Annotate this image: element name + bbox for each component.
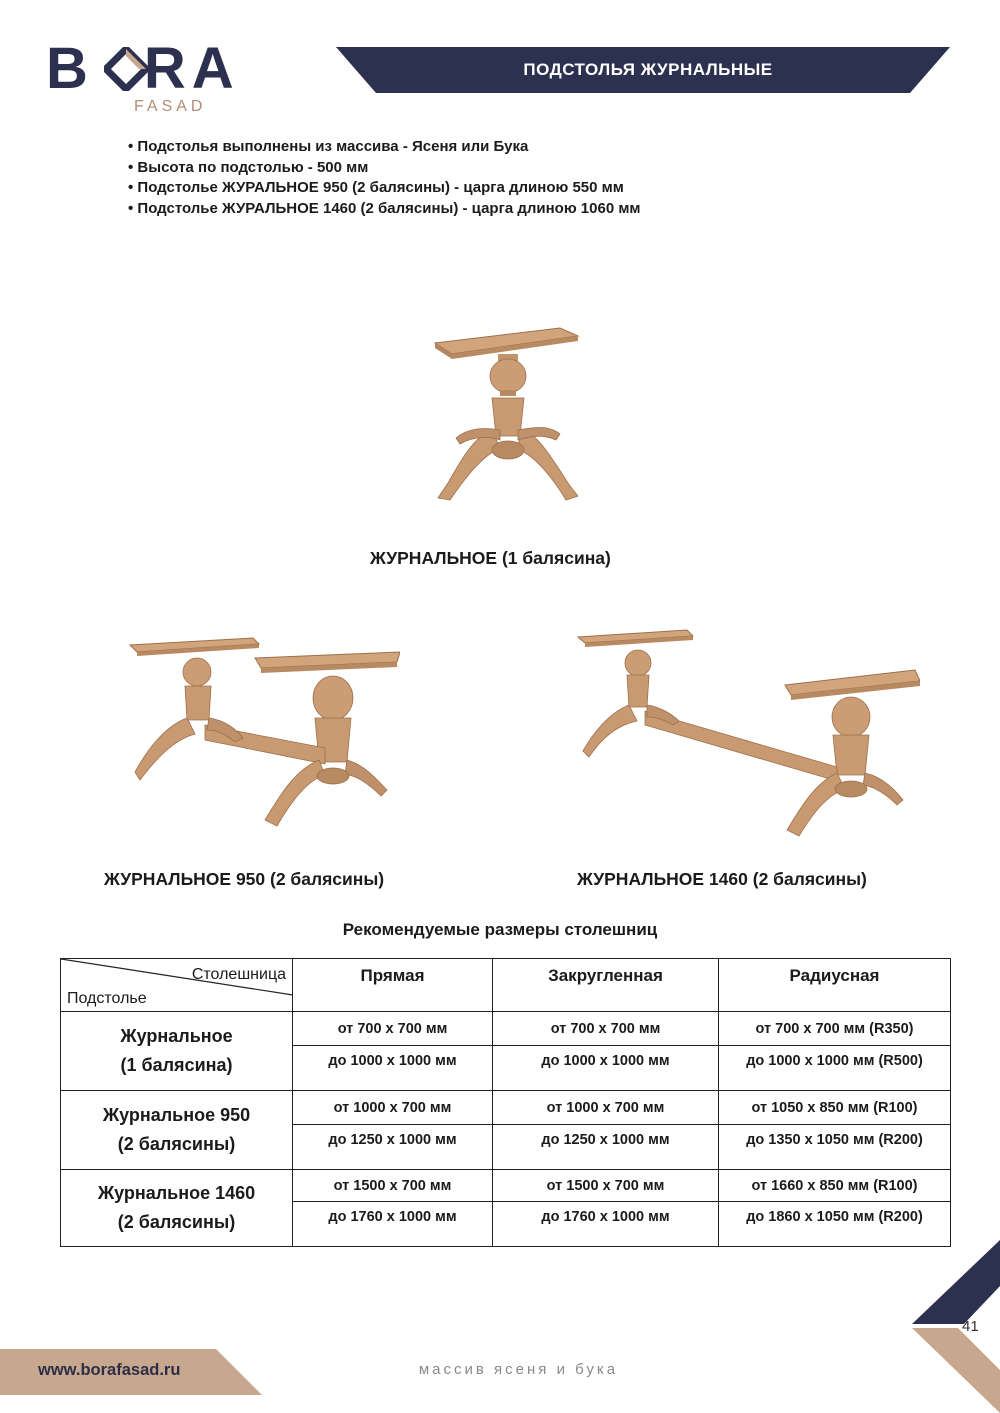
feature-item: • Высота по подстолью - 500 мм bbox=[128, 158, 641, 179]
table-cell: от 700 х 700 мм (R350) bbox=[719, 1012, 951, 1046]
sizes-table bbox=[60, 958, 951, 1247]
table-cell: до 1250 х 1000 мм bbox=[293, 1125, 493, 1170]
brand-subtitle: FASAD bbox=[134, 98, 207, 115]
table-cell: до 1000 х 1000 мм bbox=[293, 1046, 493, 1091]
row-header-line: Журнальное bbox=[120, 1026, 233, 1046]
corner-label-top: Столешница bbox=[191, 966, 286, 983]
feature-list bbox=[128, 137, 641, 219]
table-row bbox=[61, 1012, 951, 1046]
row-header-line: Журнальное 1460 bbox=[97, 1183, 256, 1203]
table-cell: от 700 х 700 мм bbox=[293, 1012, 493, 1046]
table-cell: до 1250 х 1000 мм bbox=[493, 1125, 719, 1170]
column-header: Радиусная bbox=[719, 959, 951, 1012]
table-row bbox=[61, 1170, 951, 1202]
product-image-1460 bbox=[575, 625, 920, 840]
row-header-line: (2 балясины) bbox=[117, 1134, 236, 1154]
row-header bbox=[61, 1091, 293, 1170]
table-cell: от 1500 х 700 мм bbox=[493, 1170, 719, 1202]
product-image-single bbox=[420, 318, 595, 508]
table-title: Рекомендуемые размеры столешниц bbox=[342, 920, 658, 939]
row-header bbox=[61, 1012, 293, 1091]
website-link[interactable]: www.borafasad.ru bbox=[38, 1361, 181, 1379]
table-row bbox=[61, 1091, 951, 1125]
product-image-950 bbox=[125, 630, 400, 830]
brand-letter-b: B bbox=[46, 36, 94, 101]
row-header-line: (2 балясины) bbox=[117, 1212, 236, 1232]
table-cell: до 1760 х 1000 мм bbox=[493, 1202, 719, 1247]
table-cell: до 1000 х 1000 мм (R500) bbox=[719, 1046, 951, 1091]
page-number: 41 bbox=[962, 1318, 979, 1335]
product-caption: ЖУРНАЛЬНОЕ (1 балясина) bbox=[370, 548, 611, 568]
corner-label-bottom: Подстолье bbox=[67, 990, 147, 1007]
footer-tagline: массив ясеня и бука bbox=[418, 1361, 619, 1378]
row-header-line: Журнальное 950 bbox=[102, 1105, 251, 1125]
diamond-icon bbox=[104, 47, 148, 91]
row-header-line: (1 балясина) bbox=[120, 1055, 233, 1075]
column-header: Закругленная bbox=[493, 959, 719, 1012]
table-cell: от 1000 х 700 мм bbox=[493, 1091, 719, 1125]
table-cell: от 700 х 700 мм bbox=[493, 1012, 719, 1046]
table-cell: от 1500 х 700 мм bbox=[293, 1170, 493, 1202]
brand-letters-ra: RA bbox=[143, 36, 240, 101]
product-caption: ЖУРНАЛЬНОЕ 1460 (2 балясины) bbox=[577, 869, 867, 889]
table-cell: от 1050 х 850 мм (R100) bbox=[719, 1091, 951, 1125]
brand-logo bbox=[46, 36, 256, 120]
header-banner bbox=[336, 47, 950, 93]
row-header bbox=[61, 1170, 293, 1247]
table-cell: до 1760 х 1000 мм bbox=[293, 1202, 493, 1247]
feature-item: • Подстолья выполнены из массива - Ясеня или Бука bbox=[128, 137, 641, 158]
product-caption: ЖУРНАЛЬНОЕ 950 (2 балясины) bbox=[104, 869, 385, 889]
table-cell: от 1000 х 700 мм bbox=[293, 1091, 493, 1125]
page-title: ПОДСТОЛЬЯ ЖУРНАЛЬНЫЕ bbox=[523, 60, 773, 79]
table-cell: до 1000 х 1000 мм bbox=[493, 1046, 719, 1091]
corner-decoration bbox=[912, 1240, 1000, 1413]
table-header-row bbox=[61, 959, 951, 1012]
table-cell: до 1860 х 1050 мм (R200) bbox=[719, 1202, 951, 1247]
feature-item: • Подстолье ЖУРАЛЬНОЕ 950 (2 балясины) - царга длиною 550 мм bbox=[128, 178, 641, 199]
feature-item: • Подстолье ЖУРАЛЬНОЕ 1460 (2 балясины) - царга длиною 1060 мм bbox=[128, 199, 641, 220]
table-corner-cell bbox=[61, 959, 293, 1012]
column-header: Прямая bbox=[293, 959, 493, 1012]
table-cell: до 1350 х 1050 мм (R200) bbox=[719, 1125, 951, 1170]
table-cell: от 1660 х 850 мм (R100) bbox=[719, 1170, 951, 1202]
